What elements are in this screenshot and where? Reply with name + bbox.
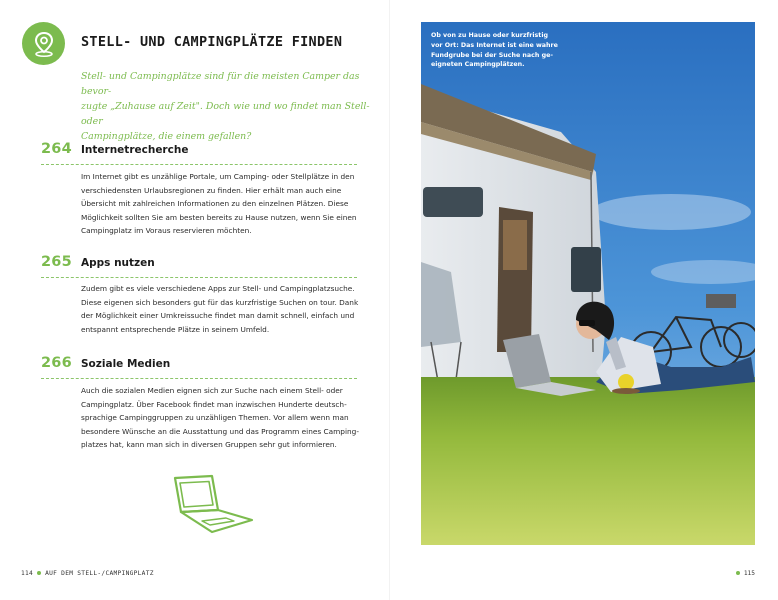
- body-line: Übersicht mit zahlreichen Informationen zu den einzelnen Plätzen. Diese: [81, 199, 349, 209]
- body-line: verschiedensten Urlaubsregionen zu finden. Hier erhält man auch eine: [81, 185, 342, 195]
- caption-line: vor Ort: Das Internet ist eine wahre: [431, 41, 558, 49]
- photo-caption: [431, 31, 571, 70]
- tip-header: [41, 141, 357, 161]
- intro-line: zugte „Zuhause auf Zeit". Doch wie und wo findet man Stell- oder: [81, 101, 370, 127]
- tip-body: [81, 282, 363, 336]
- tip-number: 264: [41, 141, 72, 157]
- caption-line: Ob von zu Hause oder kurzfristig: [431, 32, 548, 39]
- tip-header: [41, 355, 357, 375]
- page-number-right: 115: [743, 570, 755, 577]
- page-number-left: 114: [21, 570, 34, 577]
- body-line: Im Internet gibt es unzählige Portale, um Camping- oder Stellplätze in den: [81, 172, 355, 181]
- intro-line: Campingplätze, die einem gefallen?: [81, 131, 252, 142]
- body-line: der Möglichkeit einer Umkreissuche findet man damit schnell, einfach und: [81, 311, 355, 321]
- tip-title: Internetrecherche: [81, 144, 189, 156]
- folio-right: [732, 570, 755, 577]
- laptop-icon: [172, 474, 256, 536]
- dashed-divider: [41, 378, 357, 379]
- camping-photo: [421, 22, 755, 545]
- chapter-label: AUF DEM STELL-/CAMPINGPLATZ: [45, 570, 154, 577]
- dashed-divider: [41, 164, 357, 165]
- body-line: Campingplatz im Voraus reservieren möchten.: [81, 226, 252, 236]
- intro-text: [81, 69, 371, 144]
- body-line: Möglichkeit sollten Sie am besten bereits zu Hause nutzen, wenn Sie einen: [81, 212, 357, 222]
- tip-body: [81, 170, 363, 238]
- spread-gutter: [389, 0, 390, 600]
- body-line: entspannt entsprechende Plätze in seinem Umfeld.: [81, 324, 270, 334]
- tip-number: 265: [41, 254, 72, 270]
- folio-dot: [736, 571, 740, 575]
- tip-header: [41, 254, 357, 274]
- intro-line: Stell- und Campingplätze sind für die meisten Camper das bevor-: [81, 71, 360, 97]
- section-title: STELL- UND CAMPINGPLÄTZE FINDEN: [81, 34, 343, 50]
- body-line: Auch die sozialen Medien eignen sich zur Suche nach einem Stell- oder: [81, 386, 343, 395]
- caption-line: Fundgrube bei der Suche nach ge-: [431, 51, 553, 59]
- body-line: Diese eigenen sich besonders gut für das kurzfristige Suchen on tour. Dank: [81, 297, 359, 307]
- body-line: Zudem gibt es viele verschiedene Apps zur Stell- und Campingplatzsuche.: [81, 284, 355, 293]
- map-pin-icon: [22, 22, 65, 65]
- body-line: platzes hat, kann man sich in diversen Gruppen sehr gut informieren.: [81, 440, 337, 450]
- tip-body: [81, 384, 363, 452]
- body-line: Campingplatz. Über Facebook findet man inzwischen Hunderte deutsch-: [81, 399, 347, 409]
- tip-title: Soziale Medien: [81, 358, 171, 370]
- caption-line: eigneten Campingplätzen.: [431, 61, 525, 69]
- folio-left: [21, 570, 154, 577]
- tip-title: Apps nutzen: [81, 257, 155, 269]
- tip-number: 266: [41, 355, 72, 371]
- folio-dot: [37, 571, 41, 575]
- dashed-divider: [41, 277, 357, 278]
- body-line: besondere Wünsche an die Ausstattung und das Programm eines Camping-: [81, 426, 359, 436]
- body-line: sprachige Campinggruppen zu unzähligen Themen. Vor allem wenn man: [81, 413, 349, 423]
